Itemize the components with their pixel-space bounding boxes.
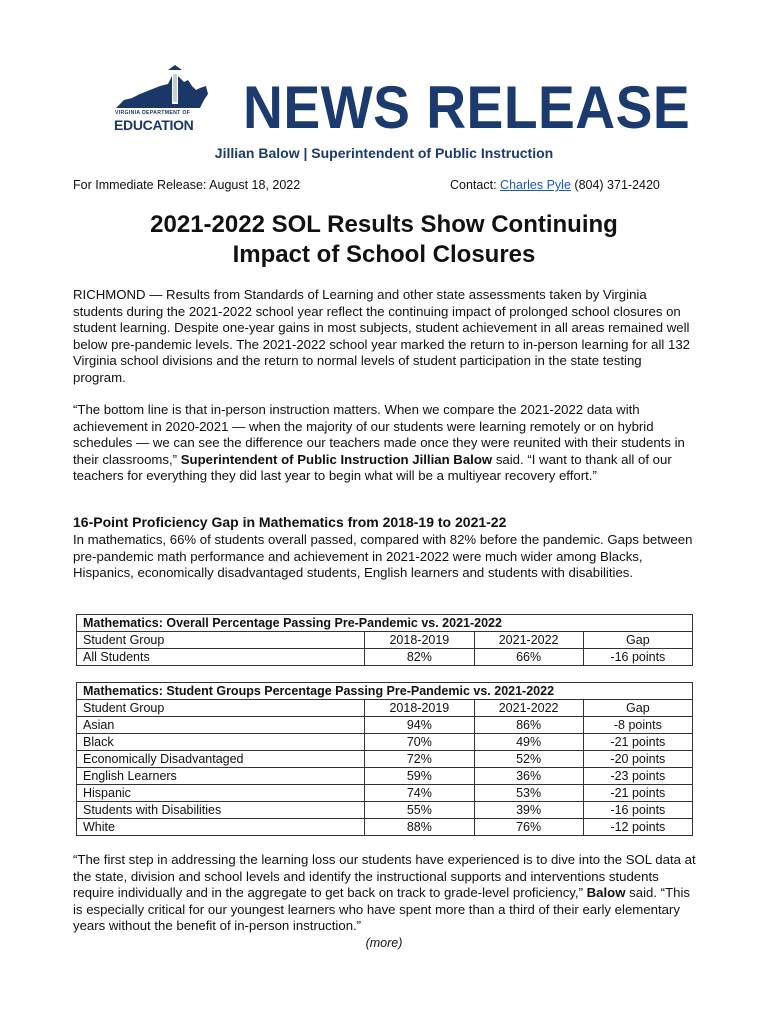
cell-gap: -20 points: [583, 751, 692, 768]
headline: [0, 210, 768, 270]
header-cell: 2018-2019: [365, 632, 474, 649]
logo-org-text: VIRGINIA DEPARTMENT OF: [115, 110, 191, 116]
cell-group: English Learners: [77, 768, 365, 785]
cell-gap: -8 points: [583, 717, 692, 734]
cell-gap: -16 points: [583, 802, 692, 819]
contact-label: Contact:: [450, 178, 497, 192]
cell-2021: 53%: [474, 785, 583, 802]
cell-group: Students with Disabilities: [77, 802, 365, 819]
cell-2021: 66%: [474, 649, 583, 666]
quote-2-speaker: Balow: [586, 885, 626, 901]
student-groups-table: [76, 682, 693, 836]
header-cell: Gap: [583, 700, 692, 717]
cell-gap: -23 points: [583, 768, 692, 785]
quote-2-text-a: “The first step in addressing the learning loss our students have experienced is to dive into the SOL data at the state, division and school levels and identify the instructional supports and interventions students require individually and in the aggregate to get back on track to grade-level proficiency,”: [73, 852, 696, 901]
cell-2018: 72%: [365, 751, 474, 768]
more-indicator: (more): [365, 936, 403, 950]
cell-2018: 94%: [365, 717, 474, 734]
header-cell: Student Group: [77, 632, 365, 649]
section-heading: 16-Point Proficiency Gap in Mathematics from 2018-19 to 2021-22: [73, 514, 507, 530]
cell-2018: 88%: [365, 819, 474, 836]
table-row: [77, 819, 693, 836]
vdoe-logo: [110, 64, 220, 136]
table-row: [77, 802, 693, 819]
quote-1-text-b: said. “I want to thank all of our teachers for everything they did last year to begin what will be a multiyear recovery effort.”: [73, 451, 672, 484]
cell-group: Asian: [77, 717, 365, 734]
cell-2018: 74%: [365, 785, 474, 802]
table-row: [77, 751, 693, 768]
quote-2-text-b: said. “This is especially critical for our youngest learners who have spent more than a third of their early elementary years without the benefit of in-person instruction.”: [73, 885, 690, 934]
cell-2018: 70%: [365, 734, 474, 751]
paragraph-intro: RICHMOND — Results from Standards of Learning and other state assessments taken by Virginia students during the 2021-2022 school year reflect the continuing impact of prolonged school closures on student learning. Despite one-year gains in most subjects, student achievement in all areas remained well below pre-pandemic levels. The 2021-2022 school year marked the return to in-person learning for all 132 Virginia school divisions and the return to normal levels of student participation in the state testing program.: [73, 287, 690, 385]
logo-name-text: EDUCATION: [114, 117, 194, 133]
cell-group: Hispanic: [77, 785, 365, 802]
cell-gap: -12 points: [583, 819, 692, 836]
cell-group: Economically Disadvantaged: [77, 751, 365, 768]
cell-2021: 76%: [474, 819, 583, 836]
cell-2018: 55%: [365, 802, 474, 819]
contact-name-link[interactable]: Charles Pyle: [500, 178, 571, 192]
table-row: [77, 717, 693, 734]
header-cell: 2021-2022: [474, 700, 583, 717]
header-cell: 2021-2022: [474, 632, 583, 649]
table-header-row: [77, 700, 693, 717]
cell-2018: 59%: [365, 768, 474, 785]
contact-phone: (804) 371-2420: [574, 178, 660, 192]
table-caption: Mathematics: Overall Percentage Passing Pre-Pandemic vs. 2021-2022: [77, 615, 693, 632]
paragraph-quote-2: [73, 852, 698, 935]
release-date: For Immediate Release: August 18, 2022: [73, 178, 301, 192]
table-row: [77, 734, 693, 751]
table-row: [77, 785, 693, 802]
quote-1-text-a: “The bottom line is that in-person instruction matters. When we compare the 2021-2022 data with achievement in 2020-2021 — when the majority of our students were learning remotely or on hybrid schedules — we can see the difference our teachers made once they were reunited with their students in their classrooms,”: [73, 402, 685, 467]
virginia-state-icon: [110, 64, 220, 114]
quote-1-speaker: Superintendent of Public Instruction Jillian Balow: [180, 451, 493, 467]
table-caption: Mathematics: Student Groups Percentage Passing Pre-Pandemic vs. 2021-2022: [77, 683, 693, 700]
headline-line-1: 2021-2022 SOL Results Show Continuing: [150, 211, 618, 238]
table-header-row: [77, 632, 693, 649]
cell-gap: -16 points: [583, 649, 692, 666]
header-cell: Student Group: [77, 700, 365, 717]
cell-2018: 82%: [365, 649, 474, 666]
superintendent-byline: Jillian Balow | Superintendent of Public Instruction: [214, 145, 554, 161]
table-row: [77, 649, 693, 666]
page-header: [0, 0, 768, 200]
contact-info: [450, 178, 660, 192]
headline-line-2: Impact of School Closures: [232, 241, 536, 268]
cell-2021: 49%: [474, 734, 583, 751]
cell-2021: 52%: [474, 751, 583, 768]
table-row: [77, 768, 693, 785]
overall-passing-table: [76, 614, 693, 666]
cell-gap: -21 points: [583, 734, 692, 751]
paragraph-math: In mathematics, 66% of students overall passed, compared with 82% before the pandemic. Gaps between pre-pandemic math performance and achievement in 2021-2022 were much wider among Blacks, Hispanics, economically disadvantaged students, English learners and students with disabilities.: [73, 532, 693, 581]
cell-2021: 86%: [474, 717, 583, 734]
header-cell: Gap: [583, 632, 692, 649]
cell-2021: 39%: [474, 802, 583, 819]
cell-group: White: [77, 819, 365, 836]
cell-2021: 36%: [474, 768, 583, 785]
paragraph-quote-1: [73, 402, 698, 485]
header-cell: 2018-2019: [365, 700, 474, 717]
cell-gap: -21 points: [583, 785, 692, 802]
news-release-title: NEWS RELEASE: [243, 74, 691, 141]
cell-group: Black: [77, 734, 365, 751]
cell-group: All Students: [77, 649, 365, 666]
